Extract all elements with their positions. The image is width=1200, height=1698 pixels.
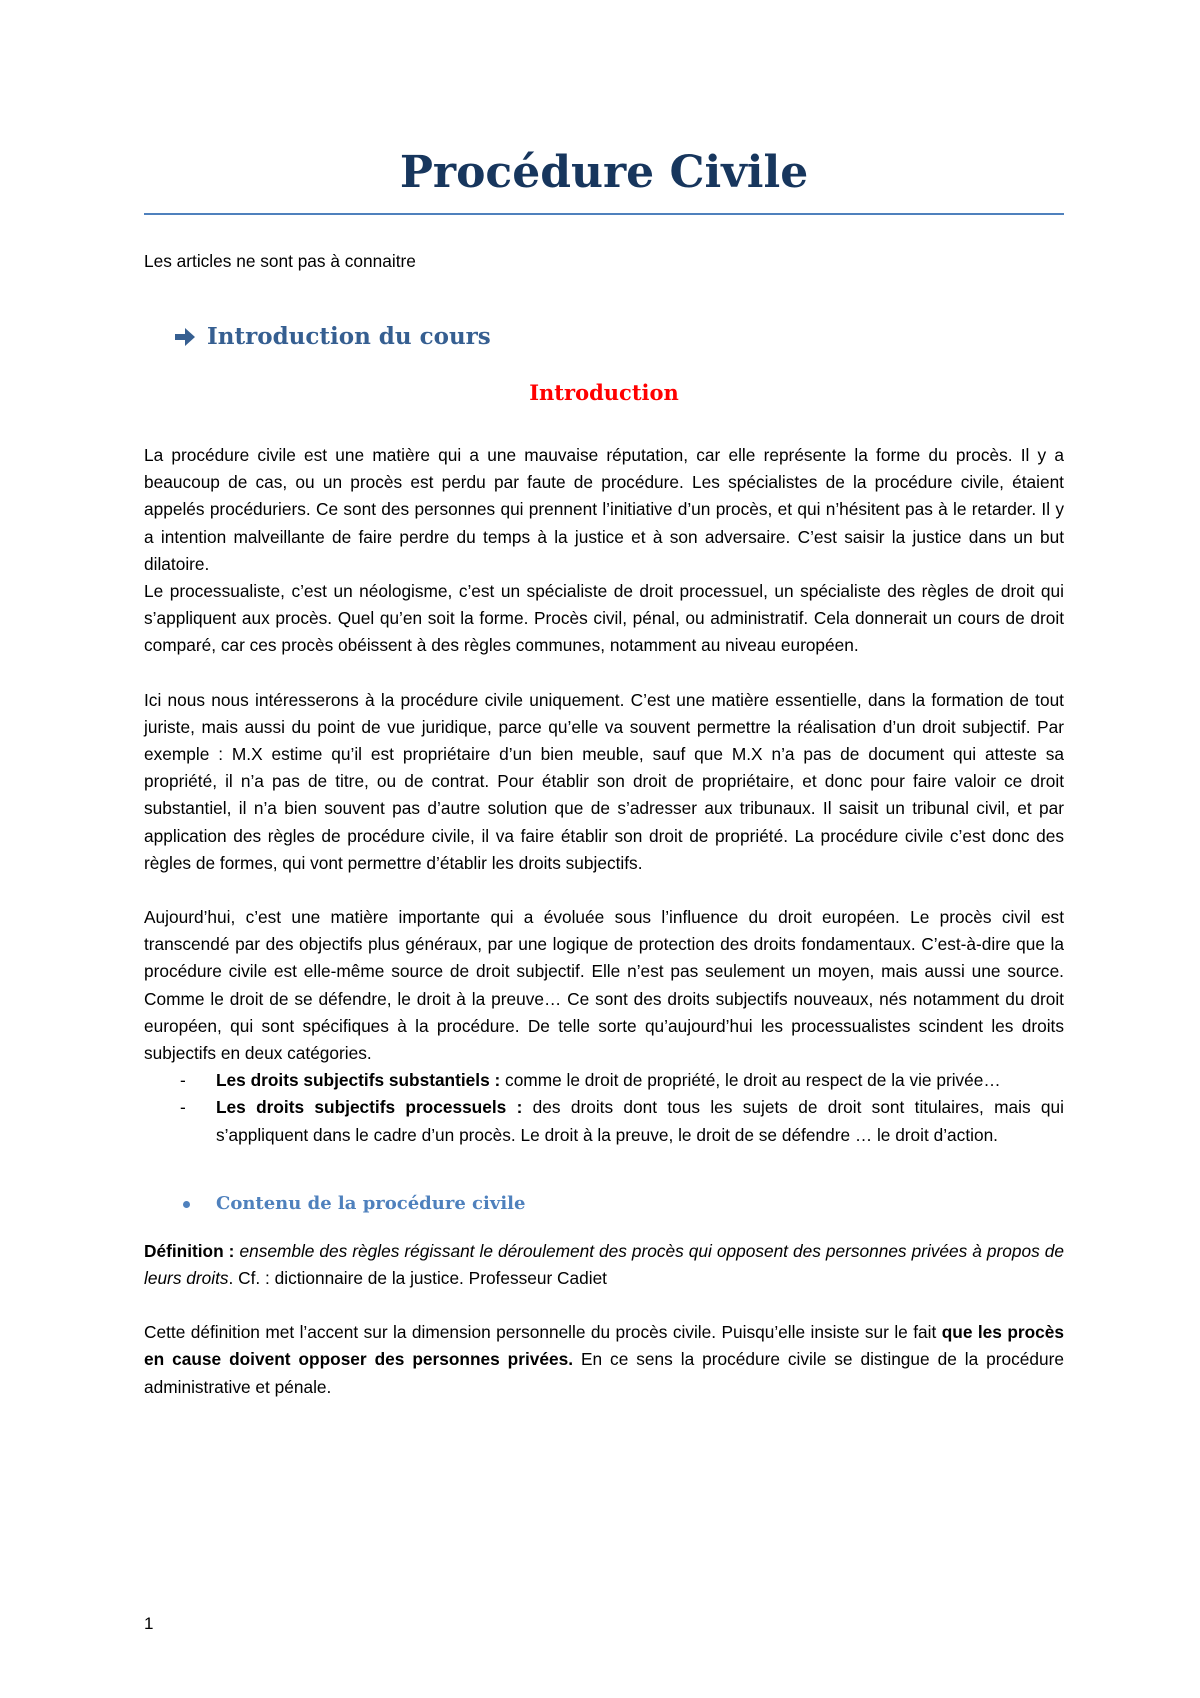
definition-source: . Cf. : dictionnaire de la justice. Professeur Cadiet — [228, 1268, 607, 1289]
paragraph: Ici nous nous intéresserons à la procédure civile uniquement. C’est une matière essentielle, dans la formation de tout juriste, mais aussi du point de vue juridique, parce qu’elle va souvent permettre la réalisation d’un droit subjectif. Par exemple : M.X estime qu’il est propriétaire d’un bien meuble, sauf que M.X n’a pas de document qui atteste sa propriété, il n’a pas de titre, ou de contrat. Pour établir son droit de propriétaire, et donc pour faire valoir ce droit substantiel, il n’a bien souvent pas d’autre solution que de s’adresser aux tribunaux. Il saisit un tribunal civil, et par application des règles de procédure civile, il va faire établir son droit de propriété. La procédure civile c’est donc des règles de formes, qui vont permettre d’établir les droits subjectifs. — [144, 689, 1064, 873]
paragraph: Le processualiste, c’est un néologisme, c’est un spécialiste de droit processuel, un spécialiste des règles de droit qui s’appliquent aux procès. Quel qu’en soit la forme. Procès civil, pénal, ou administratif. Cela donnerait un cours de droit comparé, car ces procès obéissent à des règles communes, notamment au niveau européen. — [144, 581, 1064, 656]
list-item — [144, 1094, 1064, 1148]
section-heading-text: Introduction du cours — [207, 323, 491, 350]
final-paragraph-start: Cette définition met l’accent sur la dimension personnelle du procès civile. Puisqu’elle insiste sur le fait — [144, 1322, 942, 1343]
rights-list — [144, 1067, 1064, 1149]
paragraph: Aujourd’hui, c’est une matière importante qui a évoluée sous l’influence du droit européen. Le procès civil est transcendé par des objectifs plus généraux, par une logique de protection des droits fondamentaux. C’est-à-dire que la procédure civile est elle-même source de droit subjectif. Elle n’est pas seulement un moyen, mais aussi une source. Comme le droit de se défendre, le droit à la preuve… Ce sont des droits subjectifs nouveaux, nés notamment du droit européen, qui sont spécifiques à la procédure. De telle sorte qu’aujourd’hui les processualistes scindent les droits subjectifs en deux catégories. — [144, 907, 1064, 1064]
list-item-term: Les droits subjectifs processuels : — [216, 1097, 523, 1118]
final-paragraph-emphasis: que les procès en cause doivent opposer des personnes privées. — [144, 1322, 1064, 1370]
paragraph: La procédure civile est une matière qui a une mauvaise réputation, car elle représente la forme du procès. Il y a beaucoup de cas, ou un procès est perdu par faute de procédure. Les spécialistes de la procédure civile, étaient appelés procéduriers. Ce sont des personnes qui prennent l’initiative d’un procès, et qui n’hésitent pas à le retarder. Il y a intention malveillante de faire perdre du temps à la justice et à son adversaire. C’est saisir la justice dans un but dilatoire. — [144, 445, 1064, 574]
page-number: 1 — [144, 1614, 154, 1633]
intro-note: Les articles ne sont pas à connaitre — [144, 251, 416, 271]
bullet-heading-text: Contenu de la procédure civile — [216, 1192, 526, 1214]
list-item-text: comme le droit de propriété, le droit au respect de la vie privée… — [500, 1070, 1001, 1091]
bullet-heading — [144, 1190, 1064, 1218]
final-paragraph — [144, 1319, 1064, 1401]
definition-paragraph — [144, 1238, 1064, 1292]
document-body — [144, 442, 1064, 1401]
section-heading — [173, 321, 491, 353]
definition-text: ensemble des règles régissant le déroulement des procès qui opposent des personnes privées à propos de leurs droits — [144, 1240, 1065, 1289]
list-item — [144, 1067, 1064, 1094]
sub-heading: Introduction — [529, 380, 679, 405]
list-item-text: des droits dont tous les sujets de droit sont titulaires, mais qui s’appliquent dans le cadre d’un procès. Le droit à la preuve, le droit de se défendre … le droit d’action. — [216, 1097, 1064, 1145]
arrow-right-icon — [173, 325, 197, 349]
final-paragraph-end: En ce sens la procédure civile se distingue de la procédure administrative et pénale. — [144, 1349, 1064, 1397]
page-title: Procédure Civile — [399, 147, 809, 198]
title-underline — [144, 213, 1064, 215]
definition-label: Définition : — [144, 1240, 235, 1261]
bullet-dot-icon — [183, 1201, 190, 1208]
dash-marker: - — [180, 1097, 186, 1118]
list-item-term: Les droits subjectifs substantiels : — [216, 1070, 501, 1091]
dash-marker: - — [180, 1070, 186, 1091]
